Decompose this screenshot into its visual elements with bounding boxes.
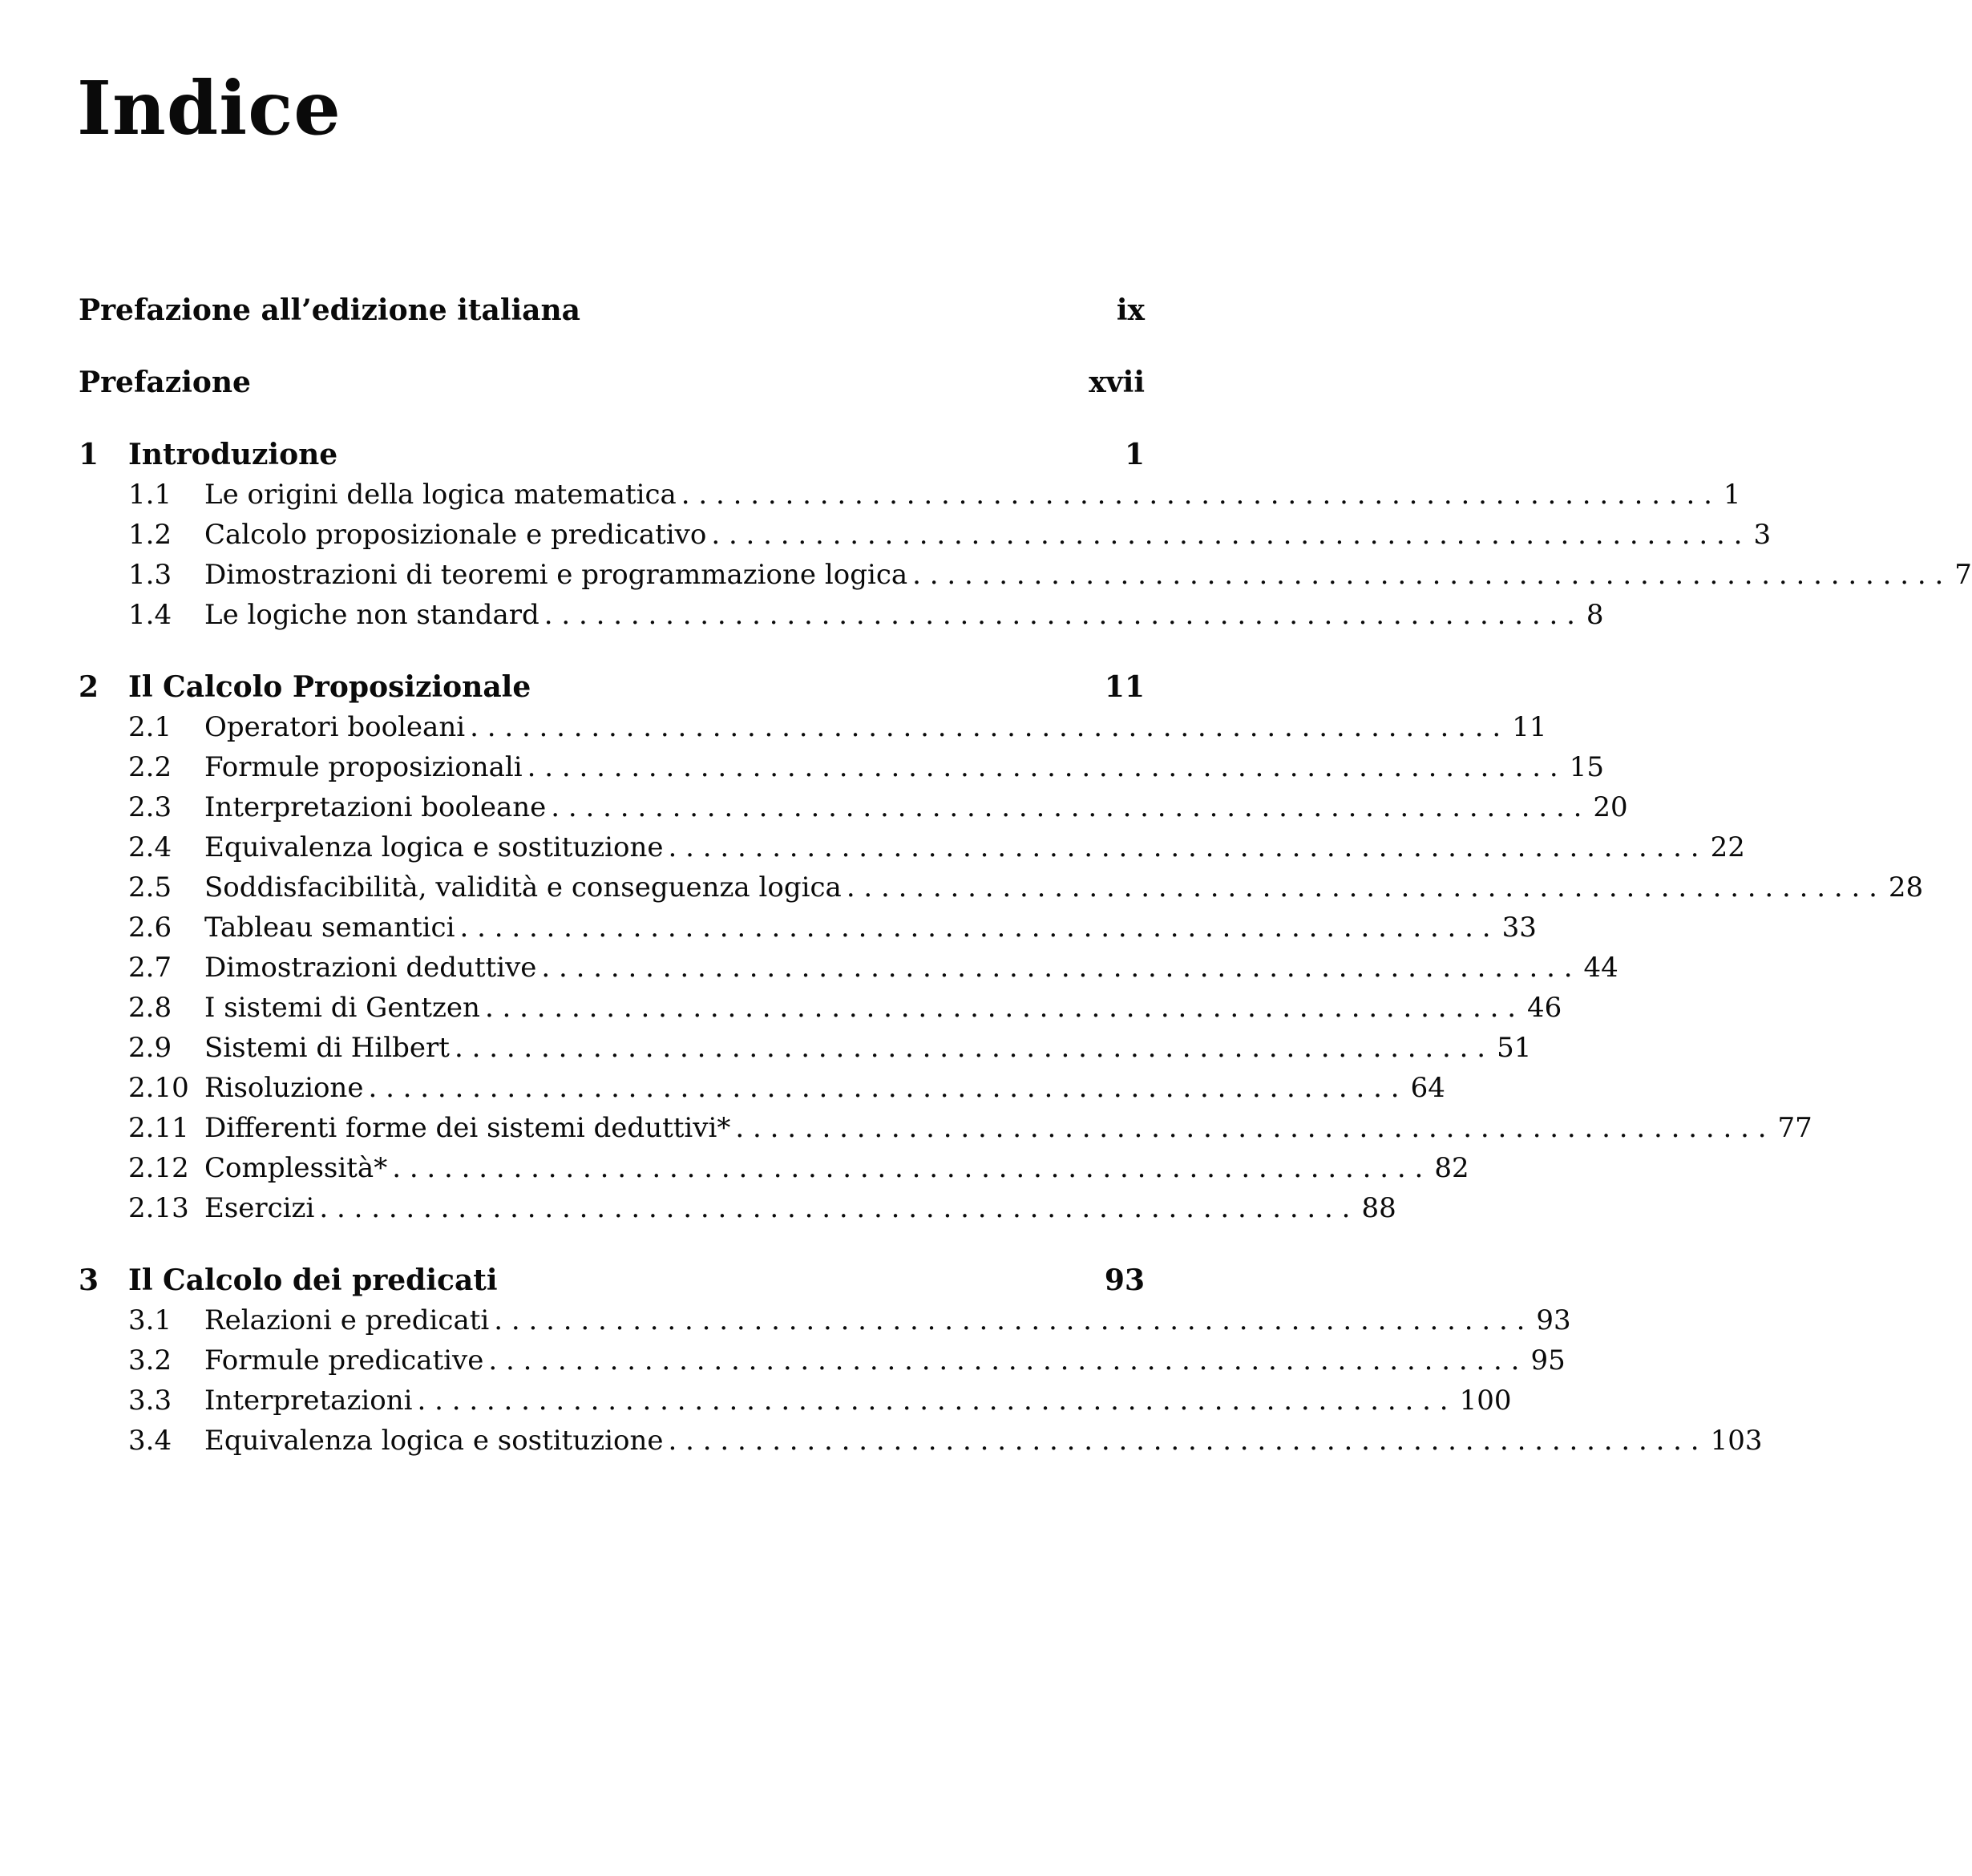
dot-leader: . . . . . . . . . . . . . . . . . . . . . . . . . . . . . . . . . . . . . . . . . . . . . . . . . . . . . . . . . . . . bbox=[668, 1425, 1699, 1457]
entry-page: xvii bbox=[1089, 366, 1145, 399]
section-entry[interactable] bbox=[79, 707, 1547, 747]
dot-leader: . . . . . . . . . . . . . . . . . . . . . . . . . . . . . . . . . . . . . . . . . . . . . . . . . . . . . . . . . . . . bbox=[711, 519, 1743, 551]
section-number: 1.2 bbox=[128, 519, 172, 551]
section-page: 33 bbox=[1501, 912, 1537, 944]
section-entry[interactable] bbox=[79, 1421, 1763, 1461]
entry-page: ix bbox=[1116, 293, 1145, 327]
chapter-number: 1 bbox=[79, 438, 99, 471]
front-matter-list bbox=[79, 290, 1145, 402]
section-title: Dimostrazioni deduttive bbox=[204, 952, 537, 984]
section-entry[interactable] bbox=[79, 747, 1604, 787]
section-page: 22 bbox=[1710, 831, 1745, 863]
section-number: 2.3 bbox=[128, 791, 172, 823]
section-entry[interactable] bbox=[79, 948, 1618, 988]
chapter-list bbox=[79, 435, 1972, 1461]
section-number: 1.4 bbox=[128, 599, 172, 631]
section-number: 1.3 bbox=[128, 559, 172, 591]
section-number: 2.13 bbox=[128, 1192, 189, 1224]
section-number: 1.1 bbox=[128, 479, 172, 511]
chapter-block bbox=[79, 667, 1924, 1228]
section-entry[interactable] bbox=[79, 1300, 1571, 1340]
section-number: 2.10 bbox=[128, 1072, 189, 1104]
chapter-title: Introduzione bbox=[128, 438, 338, 471]
section-title: Sistemi di Hilbert bbox=[204, 1032, 450, 1064]
section-title: Risoluzione bbox=[204, 1072, 364, 1104]
dot-leader: . . . . . . . . . . . . . . . . . . . . . . . . . . . . . . . . . . . . . . . . . . . . . . . . . . . . . . . . . . . . bbox=[470, 711, 1501, 743]
section-entry[interactable] bbox=[79, 827, 1745, 867]
section-title: Le logiche non standard bbox=[204, 599, 539, 631]
section-title: Interpretazioni booleane bbox=[204, 791, 547, 823]
section-number: 2.4 bbox=[128, 831, 172, 863]
dot-leader: . . . . . . . . . . . . . . . . . . . . . . . . . . . . . . . . . . . . . . . . . . . . . . . . . . . . . . . . . . . . bbox=[417, 1385, 1449, 1417]
section-number: 3.1 bbox=[128, 1304, 172, 1336]
section-page: 46 bbox=[1527, 992, 1562, 1024]
section-title: Differenti forme dei sistemi deduttivi* bbox=[204, 1112, 731, 1144]
section-page: 77 bbox=[1777, 1112, 1812, 1144]
section-page: 11 bbox=[1512, 711, 1547, 743]
dot-leader: . . . . . . . . . . . . . . . . . . . . . . . . . . . . . . . . . . . . . . . . . . . . . . . . . . . . . . . . . . . . bbox=[494, 1304, 1525, 1336]
section-title: I sistemi di Gentzen bbox=[204, 992, 480, 1024]
section-number: 3.2 bbox=[128, 1344, 172, 1377]
section-page: 93 bbox=[1536, 1304, 1571, 1336]
entry-title: Prefazione bbox=[79, 366, 251, 399]
section-entry[interactable] bbox=[79, 1188, 1396, 1228]
section-page: 15 bbox=[1569, 751, 1604, 783]
section-title: Soddisfacibilità, validità e conseguenza logica bbox=[204, 871, 842, 904]
section-entry[interactable] bbox=[79, 515, 1772, 555]
chapter-block bbox=[79, 1260, 1763, 1461]
section-entry[interactable] bbox=[79, 1381, 1512, 1421]
section-entry[interactable] bbox=[79, 988, 1562, 1028]
dot-leader: . . . . . . . . . . . . . . . . . . . . . . . . . . . . . . . . . . . . . . . . . . . . . . . . . . . . . . . . . . . . bbox=[319, 1192, 1351, 1224]
chapter-title: Il Calcolo dei predicati bbox=[128, 1263, 498, 1297]
section-number: 2.5 bbox=[128, 871, 172, 904]
section-page: 103 bbox=[1710, 1425, 1763, 1457]
section-page: 95 bbox=[1530, 1344, 1566, 1377]
section-number: 3.4 bbox=[128, 1425, 172, 1457]
dot-leader: . . . . . . . . . . . . . . . . . . . . . . . . . . . . . . . . . . . . . . . . . . . . . . . . . . . . . . . . . . . . bbox=[846, 871, 1877, 904]
section-page: 3 bbox=[1753, 519, 1772, 551]
section-entry[interactable] bbox=[79, 1340, 1566, 1381]
section-number: 2.2 bbox=[128, 751, 172, 783]
chapter-number: 3 bbox=[79, 1263, 99, 1297]
section-page: 20 bbox=[1593, 791, 1628, 823]
dot-leader: . . . . . . . . . . . . . . . . . . . . . . . . . . . . . . . . . . . . . . . . . . . . . . . . . . . . . . . . . . . . bbox=[527, 751, 1558, 783]
section-title: Tableau semantici bbox=[204, 912, 455, 944]
section-page: 7 bbox=[1954, 559, 1972, 591]
chapter-entry[interactable] bbox=[79, 435, 1145, 475]
section-title: Equivalenza logica e sostituzione bbox=[204, 1425, 664, 1457]
section-page: 64 bbox=[1410, 1072, 1445, 1104]
section-number: 2.12 bbox=[128, 1152, 189, 1184]
section-page: 100 bbox=[1459, 1385, 1512, 1417]
section-entry[interactable] bbox=[79, 1108, 1812, 1148]
section-number: 2.8 bbox=[128, 992, 172, 1024]
dot-leader: . . . . . . . . . . . . . . . . . . . . . . . . . . . . . . . . . . . . . . . . . . . . . . . . . . . . . . . . . . . . bbox=[368, 1072, 1400, 1104]
section-title: Formule predicative bbox=[204, 1344, 484, 1377]
section-title: Operatori booleani bbox=[204, 711, 466, 743]
section-page: 51 bbox=[1497, 1032, 1532, 1064]
section-entry[interactable] bbox=[79, 475, 1741, 515]
section-entry[interactable] bbox=[79, 908, 1537, 948]
dot-leader: . . . . . . . . . . . . . . . . . . . . . . . . . . . . . . . . . . . . . . . . . . . . . . . . . . . . . . . . . . . . bbox=[454, 1032, 1486, 1064]
section-title: Le origini della logica matematica bbox=[204, 479, 677, 511]
section-title: Complessità* bbox=[204, 1152, 388, 1184]
section-number: 2.11 bbox=[128, 1112, 189, 1144]
dot-leader: . . . . . . . . . . . . . . . . . . . . . . . . . . . . . . . . . . . . . . . . . . . . . . . . . . . . . . . . . . . . bbox=[681, 479, 1712, 511]
chapter-entry[interactable] bbox=[79, 667, 1145, 707]
section-page: 82 bbox=[1434, 1152, 1469, 1184]
dot-leader: . . . . . . . . . . . . . . . . . . . . . . . . . . . . . . . . . . . . . . . . . . . . . . . . . . . . . . . . . . . . bbox=[668, 831, 1699, 863]
section-number: 3.3 bbox=[128, 1385, 172, 1417]
dot-leader: . . . . . . . . . . . . . . . . . . . . . . . . . . . . . . . . . . . . . . . . . . . . . . . . . . . . . . . . . . . . bbox=[912, 559, 1944, 591]
section-number: 2.9 bbox=[128, 1032, 172, 1064]
table-of-contents bbox=[79, 290, 1972, 1461]
dot-leader: . . . . . . . . . . . . . . . . . . . . . . . . . . . . . . . . . . . . . . . . . . . . . . . . . . . . . . . . . . . . bbox=[541, 952, 1573, 984]
section-page: 28 bbox=[1888, 871, 1924, 904]
chapter-page: 1 bbox=[1124, 438, 1145, 471]
section-entry[interactable] bbox=[79, 1068, 1445, 1108]
section-entry[interactable] bbox=[79, 787, 1628, 827]
page-title: Indice bbox=[77, 65, 341, 152]
section-entry[interactable] bbox=[79, 595, 1604, 635]
chapter-number: 2 bbox=[79, 670, 99, 704]
dot-leader: . . . . . . . . . . . . . . . . . . . . . . . . . . . . . . . . . . . . . . . . . . . . . . . . . . . . . . . . . . . . bbox=[459, 912, 1491, 944]
chapter-title: Il Calcolo Proposizionale bbox=[128, 670, 531, 704]
section-entry[interactable] bbox=[79, 555, 1972, 595]
section-page: 1 bbox=[1723, 479, 1741, 511]
dot-leader: . . . . . . . . . . . . . . . . . . . . . . . . . . . . . . . . . . . . . . . . . . . . . . . . . . . . . . . . . . . . bbox=[735, 1112, 1767, 1144]
entry-title: Prefazione all’edizione italiana bbox=[79, 293, 581, 327]
chapter-page: 11 bbox=[1104, 670, 1145, 704]
dot-leader: . . . . . . . . . . . . . . . . . . . . . . . . . . . . . . . . . . . . . . . . . . . . . . . . . . . . . . . . . . . . bbox=[544, 599, 1575, 631]
dot-leader: . . . . . . . . . . . . . . . . . . . . . . . . . . . . . . . . . . . . . . . . . . . . . . . . . . . . . . . . . . . . bbox=[488, 1344, 1520, 1377]
section-entry[interactable] bbox=[79, 1148, 1469, 1188]
toc-entry[interactable] bbox=[79, 362, 1145, 402]
section-number: 2.1 bbox=[128, 711, 172, 743]
section-title: Relazioni e predicati bbox=[204, 1304, 490, 1336]
section-number: 2.6 bbox=[128, 912, 172, 944]
section-title: Equivalenza logica e sostituzione bbox=[204, 831, 664, 863]
section-title: Esercizi bbox=[204, 1192, 315, 1224]
dot-leader: . . . . . . . . . . . . . . . . . . . . . . . . . . . . . . . . . . . . . . . . . . . . . . . . . . . . . . . . . . . . bbox=[392, 1152, 1424, 1184]
chapter-block bbox=[79, 435, 1972, 635]
dot-leader: . . . . . . . . . . . . . . . . . . . . . . . . . . . . . . . . . . . . . . . . . . . . . . . . . . . . . . . . . . . . bbox=[484, 992, 1517, 1024]
section-entry[interactable] bbox=[79, 1028, 1532, 1068]
dot-leader: . . . . . . . . . . . . . . . . . . . . . . . . . . . . . . . . . . . . . . . . . . . . . . . . . . . . . . . . . . . . bbox=[551, 791, 1582, 823]
section-page: 88 bbox=[1361, 1192, 1396, 1224]
toc-entry[interactable] bbox=[79, 290, 1145, 330]
chapter-page: 93 bbox=[1104, 1263, 1145, 1297]
section-number: 2.7 bbox=[128, 952, 172, 984]
section-title: Formule proposizionali bbox=[204, 751, 523, 783]
section-entry[interactable] bbox=[79, 867, 1924, 908]
section-page: 8 bbox=[1586, 599, 1604, 631]
section-title: Interpretazioni bbox=[204, 1385, 413, 1417]
chapter-entry[interactable] bbox=[79, 1260, 1145, 1300]
section-title: Dimostrazioni di teoremi e programmazione logica bbox=[204, 559, 908, 591]
section-page: 44 bbox=[1583, 952, 1618, 984]
section-title: Calcolo proposizionale e predicativo bbox=[204, 519, 707, 551]
